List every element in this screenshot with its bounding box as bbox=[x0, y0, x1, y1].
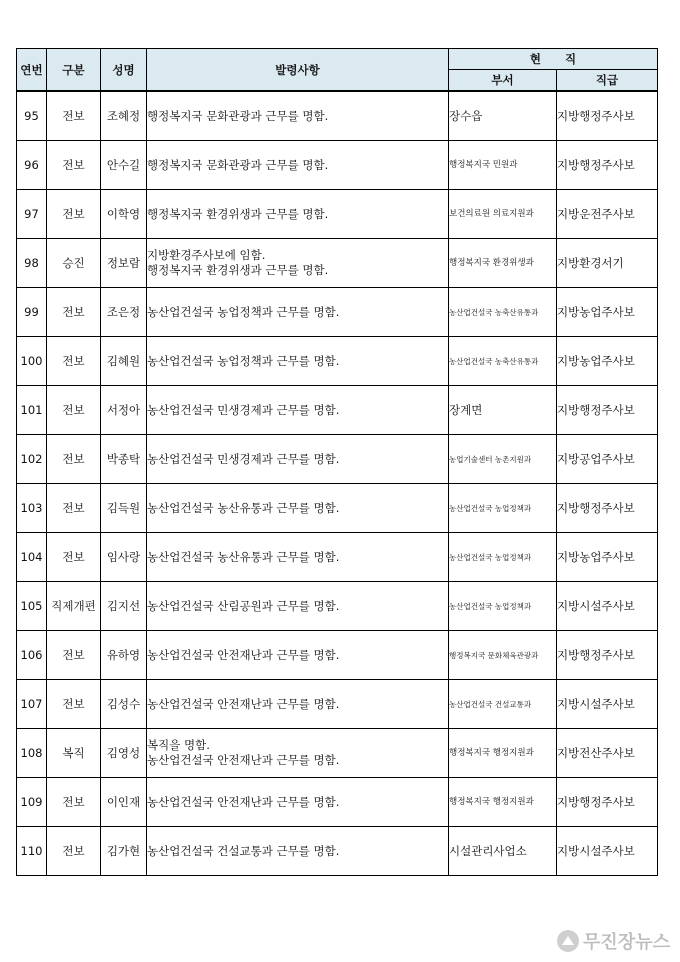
cell-category: 직제개편 bbox=[47, 582, 101, 631]
order-line: 복직을 명함. bbox=[147, 738, 210, 752]
cell-no: 102 bbox=[17, 435, 47, 484]
cell-name: 김가현 bbox=[101, 827, 147, 876]
cell-dept: 보건의료원 의료지원과 bbox=[449, 190, 557, 239]
cell-no: 104 bbox=[17, 533, 47, 582]
cell-order bbox=[147, 533, 449, 582]
cell-order bbox=[147, 190, 449, 239]
order-line: 행정복지국 환경위생과 근무를 명함. bbox=[147, 263, 329, 277]
table-row bbox=[17, 631, 658, 680]
table-row bbox=[17, 484, 658, 533]
cell-dept: 장수읍 bbox=[449, 91, 557, 141]
table-row bbox=[17, 827, 658, 876]
order-line: 농산업건설국 농산유통과 근무를 명함. bbox=[147, 500, 340, 515]
cell-order bbox=[147, 337, 449, 386]
table-row bbox=[17, 239, 658, 288]
cell-name: 정보람 bbox=[101, 239, 147, 288]
cell-dept: 행정복지국 환경위생과 bbox=[449, 239, 557, 288]
cell-category: 전보 bbox=[47, 337, 101, 386]
cell-dept: 농산업건설국 농업정책과 bbox=[449, 582, 557, 631]
cell-category: 전보 bbox=[47, 484, 101, 533]
table-row bbox=[17, 91, 658, 141]
cell-category: 전보 bbox=[47, 631, 101, 680]
cell-name: 김혜원 bbox=[101, 337, 147, 386]
table-row bbox=[17, 337, 658, 386]
order-line: 농산업건설국 농산유통과 근무를 명함. bbox=[147, 549, 340, 564]
table-row bbox=[17, 778, 658, 827]
cell-name: 김지선 bbox=[101, 582, 147, 631]
cell-order bbox=[147, 582, 449, 631]
order-line: 농산업건설국 안전재난과 근무를 명함. bbox=[147, 696, 340, 711]
order-line: 행정복지국 환경위생과 근무를 명함. bbox=[147, 206, 329, 221]
cell-rank: 지방행정주사보 bbox=[557, 778, 658, 827]
cell-name: 박종탁 bbox=[101, 435, 147, 484]
table-row bbox=[17, 288, 658, 337]
cell-name: 안수길 bbox=[101, 141, 147, 190]
watermark bbox=[557, 928, 670, 954]
cell-rank: 지방운전주사보 bbox=[557, 190, 658, 239]
order-line: 농산업건설국 안전재난과 근무를 명함. bbox=[147, 753, 340, 767]
watermark-text: 무진장뉴스 bbox=[583, 932, 670, 953]
cell-rank: 지방농업주사보 bbox=[557, 533, 658, 582]
cell-order bbox=[147, 141, 449, 190]
order-line: 농산업건설국 농업정책과 근무를 명함. bbox=[147, 304, 340, 319]
cell-no: 105 bbox=[17, 582, 47, 631]
cell-order bbox=[147, 778, 449, 827]
header-no: 연번 bbox=[17, 49, 47, 92]
cell-category: 전보 bbox=[47, 141, 101, 190]
cell-rank: 지방농업주사보 bbox=[557, 288, 658, 337]
order-line: 농산업건설국 민생경제과 근무를 명함. bbox=[147, 402, 340, 417]
cell-rank: 지방공업주사보 bbox=[557, 435, 658, 484]
cell-name: 김성수 bbox=[101, 680, 147, 729]
cell-name: 임사랑 bbox=[101, 533, 147, 582]
table-row bbox=[17, 729, 658, 778]
cell-no: 110 bbox=[17, 827, 47, 876]
cell-rank: 지방시설주사보 bbox=[557, 582, 658, 631]
cell-order bbox=[147, 239, 449, 288]
cell-order bbox=[147, 484, 449, 533]
personnel-table bbox=[16, 48, 658, 876]
table-row bbox=[17, 190, 658, 239]
cell-name: 김득원 bbox=[101, 484, 147, 533]
cell-order bbox=[147, 91, 449, 141]
cell-category: 전보 bbox=[47, 827, 101, 876]
cell-order bbox=[147, 680, 449, 729]
cell-rank: 지방전산주사보 bbox=[557, 729, 658, 778]
cell-order bbox=[147, 631, 449, 680]
cell-dept: 농산업건설국 농축산유통과 bbox=[449, 337, 557, 386]
cell-name: 서정아 bbox=[101, 386, 147, 435]
header-dept: 부서 bbox=[449, 70, 557, 92]
cell-order bbox=[147, 729, 449, 778]
cell-no: 101 bbox=[17, 386, 47, 435]
cell-category: 전보 bbox=[47, 288, 101, 337]
cell-no: 99 bbox=[17, 288, 47, 337]
order-line: 농산업건설국 안전재난과 근무를 명함. bbox=[147, 647, 340, 662]
cell-no: 95 bbox=[17, 91, 47, 141]
table-row bbox=[17, 435, 658, 484]
header-name: 성명 bbox=[101, 49, 147, 92]
cell-no: 109 bbox=[17, 778, 47, 827]
cell-category: 전보 bbox=[47, 91, 101, 141]
cell-dept: 행정복지국 문화체육관광과 bbox=[449, 631, 557, 680]
header-current: 현 직 bbox=[449, 49, 658, 70]
cell-dept: 농산업건설국 농축산유통과 bbox=[449, 288, 557, 337]
cell-dept: 행정복지국 민원과 bbox=[449, 141, 557, 190]
cell-no: 96 bbox=[17, 141, 47, 190]
cell-rank: 지방행정주사보 bbox=[557, 141, 658, 190]
header-category: 구분 bbox=[47, 49, 101, 92]
cell-no: 100 bbox=[17, 337, 47, 386]
table-row bbox=[17, 582, 658, 631]
cell-category: 전보 bbox=[47, 435, 101, 484]
cell-order bbox=[147, 827, 449, 876]
cell-name: 이학영 bbox=[101, 190, 147, 239]
cell-no: 103 bbox=[17, 484, 47, 533]
cell-dept: 농산업건설국 농업정책과 bbox=[449, 484, 557, 533]
order-line: 농산업건설국 농업정책과 근무를 명함. bbox=[147, 353, 340, 368]
cell-dept: 행정복지국 행정지원과 bbox=[449, 778, 557, 827]
cell-order bbox=[147, 435, 449, 484]
header-rank: 직급 bbox=[557, 70, 658, 92]
cell-category: 전보 bbox=[47, 778, 101, 827]
cell-name: 조혜정 bbox=[101, 91, 147, 141]
cell-dept: 행정복지국 행정지원과 bbox=[449, 729, 557, 778]
cell-name: 조은정 bbox=[101, 288, 147, 337]
cell-name: 김영성 bbox=[101, 729, 147, 778]
cell-name: 이인재 bbox=[101, 778, 147, 827]
cell-dept: 농산업건설국 농업정책과 bbox=[449, 533, 557, 582]
cell-dept: 농산업건설국 건설교통과 bbox=[449, 680, 557, 729]
cell-rank: 지방행정주사보 bbox=[557, 484, 658, 533]
table-row bbox=[17, 533, 658, 582]
cell-rank: 지방행정주사보 bbox=[557, 91, 658, 141]
cell-category: 승진 bbox=[47, 239, 101, 288]
cell-rank: 지방시설주사보 bbox=[557, 827, 658, 876]
cell-no: 106 bbox=[17, 631, 47, 680]
table-header bbox=[17, 49, 658, 92]
order-line: 농산업건설국 건설교통과 근무를 명함. bbox=[147, 843, 340, 858]
order-line: 농산업건설국 산림공원과 근무를 명함. bbox=[147, 598, 340, 613]
cell-category: 전보 bbox=[47, 386, 101, 435]
cell-category: 전보 bbox=[47, 680, 101, 729]
order-line: 행정복지국 문화관광과 근무를 명함. bbox=[147, 157, 329, 172]
cell-no: 97 bbox=[17, 190, 47, 239]
cell-no: 107 bbox=[17, 680, 47, 729]
table-row bbox=[17, 680, 658, 729]
mountain-logo-icon bbox=[557, 930, 579, 952]
cell-dept: 장계면 bbox=[449, 386, 557, 435]
table-row bbox=[17, 141, 658, 190]
order-line: 농산업건설국 안전재난과 근무를 명함. bbox=[147, 794, 340, 809]
cell-no: 108 bbox=[17, 729, 47, 778]
cell-name: 유하영 bbox=[101, 631, 147, 680]
cell-dept: 농업기술센터 농촌지원과 bbox=[449, 435, 557, 484]
cell-category: 복직 bbox=[47, 729, 101, 778]
cell-order bbox=[147, 288, 449, 337]
cell-category: 전보 bbox=[47, 533, 101, 582]
cell-no: 98 bbox=[17, 239, 47, 288]
cell-rank: 지방시설주사보 bbox=[557, 680, 658, 729]
cell-dept: 시설관리사업소 bbox=[449, 827, 557, 876]
cell-rank: 지방환경서기 bbox=[557, 239, 658, 288]
order-line: 농산업건설국 민생경제과 근무를 명함. bbox=[147, 451, 340, 466]
order-line: 지방환경주사보에 임함. bbox=[147, 248, 266, 262]
table-row bbox=[17, 386, 658, 435]
table-body bbox=[17, 91, 658, 876]
order-line: 행정복지국 문화관광과 근무를 명함. bbox=[147, 108, 329, 123]
cell-category: 전보 bbox=[47, 190, 101, 239]
header-order: 발령사항 bbox=[147, 49, 449, 92]
cell-rank: 지방행정주사보 bbox=[557, 386, 658, 435]
cell-rank: 지방행정주사보 bbox=[557, 631, 658, 680]
cell-rank: 지방농업주사보 bbox=[557, 337, 658, 386]
cell-order bbox=[147, 386, 449, 435]
